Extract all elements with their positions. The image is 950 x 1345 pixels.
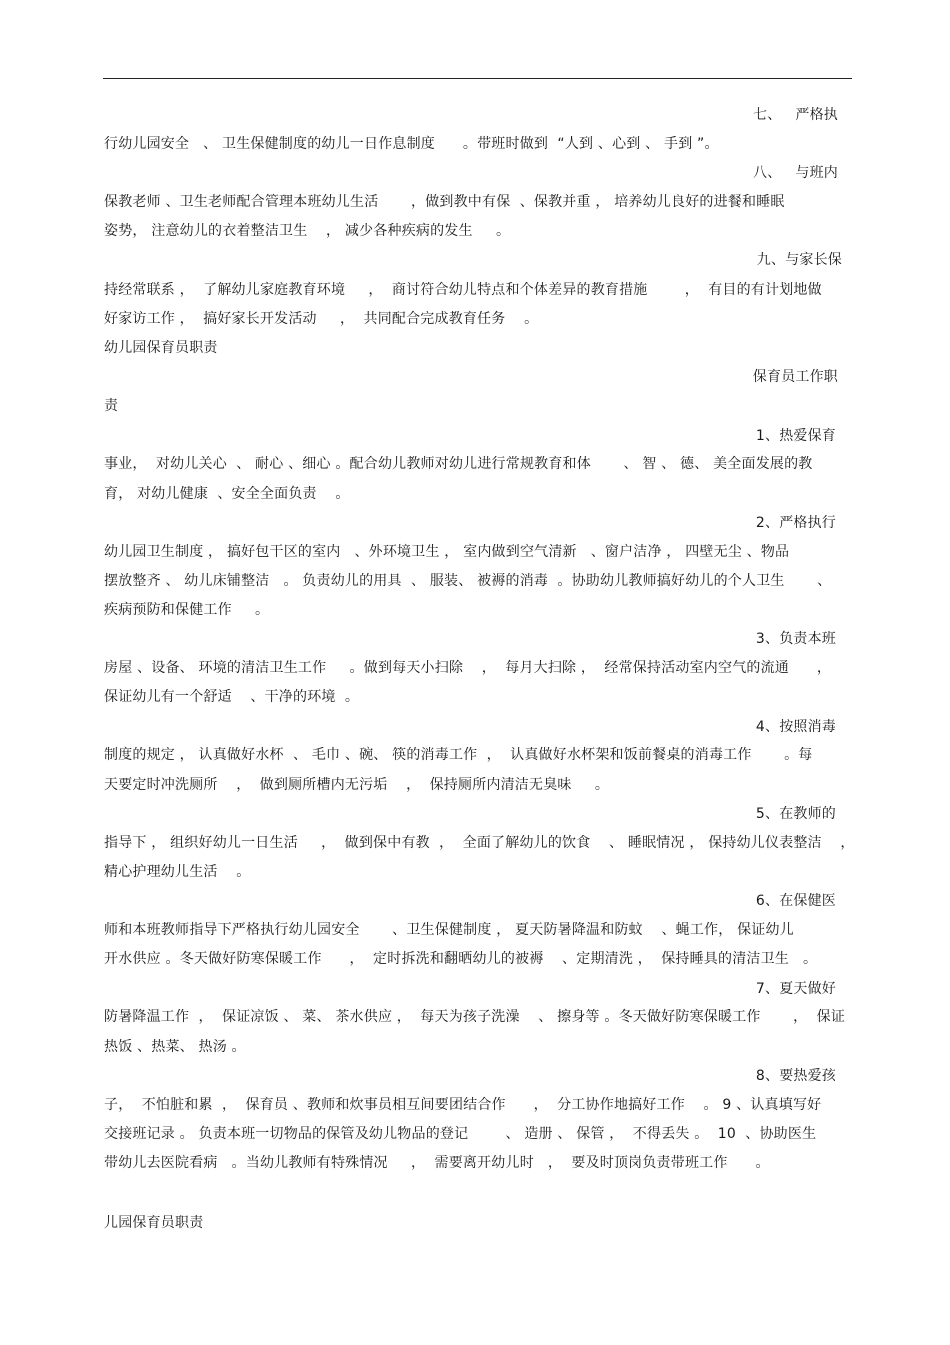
body-text-line: 制度的规定 ， 认真做好水杯 、 毛巾 、碗、 筷的消毒工作 ， 认真做好水杯架和饭前餐桌的消毒工作 。每	[104, 747, 813, 763]
body-text-line: 好家访工作 ， 搞好家长开发活动 ， 共同配合完成教育任务 。	[104, 311, 539, 327]
body-text-line: 行幼儿园安全 、 卫生保健制度的幼儿一日作息制度 。带班时做到 “人到 、心到 、 手到 ”。	[104, 136, 719, 152]
section-lead-line: 九、与家长保	[756, 252, 842, 268]
body-text-line: 子， 不怕脏和累 ， 保育员 、教师和炊事员相互间要团结合作 ， 分工协作地搞好工作 。 9 、认真填写好	[104, 1097, 822, 1113]
section-lead-line: 3、负责本班	[755, 631, 836, 647]
body-text-line: 保教老师 、卫生老师配合管理本班幼儿生活 ，做到教中有保 、保教并重 ， 培养幼儿良好的进餐和睡眠	[104, 194, 785, 210]
body-text-line: 责	[104, 398, 119, 414]
section-lead-line: 七、 严格执	[753, 107, 838, 123]
body-text-line: 天要定时冲洗厕所 ， 做到厕所槽内无污垢 ， 保持厕所内清洁无臭味 。	[104, 777, 610, 793]
body-text-line: 事业， 对幼儿关心 、 耐心 、细心 。配合幼儿教师对幼儿进行常规教育和体 、 智 、 德、 美全面发展的教	[104, 456, 813, 472]
body-text-line: 开水供应 。冬天做好防寒保暖工作 ， 定时拆洗和翻晒幼儿的被褥 、定期清洗 ， 保持睡具的清洁卫生 。	[104, 951, 818, 967]
body-text-line: 幼儿园卫生制度 ， 搞好包干区的室内 、外环境卫生 ， 室内做到空气清新 、窗户洁净 ， 四壁无尘 、物品	[104, 544, 790, 560]
body-text-line: 幼儿园保育员职责	[104, 340, 218, 356]
section-lead-line: 1、热爱保育	[755, 428, 836, 444]
body-text-line: 保证幼儿有一个舒适 、干净的环境 。	[104, 689, 360, 705]
section-lead-line: 7、夏天做好	[755, 981, 836, 997]
body-text-line: 交接班记录 。 负责本班一切物品的保管及幼儿物品的登记 、 造册 、 保管 ， 不得丢失 。 10 、协助医生	[104, 1126, 817, 1142]
body-text-line: 房屋 、设备、 环境的清洁卫生工作 。做到每天小扫除 ， 每月大扫除 ， 经常保持活动室内空气的流通 ，	[104, 660, 832, 676]
body-text-line: 防暑降温工作 ， 保证凉饭 、 菜、 茶水供应 ， 每天为孩子洗澡 、 擦身等 。冬天做好防寒保暖工作 ， 保证	[104, 1009, 846, 1025]
section-lead-line: 保育员工作职	[752, 369, 838, 385]
section-lead-line: 2、严格执行	[755, 515, 836, 531]
section-lead-line: 4、按照消毒	[755, 719, 836, 735]
section-lead-line: 8、要热爱孩	[755, 1068, 836, 1084]
body-text-line: 摆放整齐 、 幼儿床铺整洁 。 负责幼儿的用具 、 服装、 被褥的消毒 。协助幼儿教师搞好幼儿的个人卫生 、	[104, 573, 832, 589]
body-text-line: 持经常联系 ， 了解幼儿家庭教育环境 ， 商讨符合幼儿特点和个体差异的教育措施 ， 有目的有计划地做	[104, 282, 822, 298]
body-text-line: 带幼儿去医院看病 。当幼儿教师有特殊情况 ， 需要离开幼儿时 ， 要及时顶岗负责带班工作 。	[104, 1155, 770, 1171]
body-text-line: 姿势， 注意幼儿的衣着整洁卫生 ， 减少各种疾病的发生 。	[104, 223, 511, 239]
section-lead-line: 6、在保健医	[755, 893, 836, 909]
body-text-line: 指导下 ， 组织好幼儿一日生活 ， 做到保中有教 ， 全面了解幼儿的饮食 、 睡眠情况 ， 保持幼儿仪表整洁 ，	[104, 835, 855, 851]
body-text-line: 育， 对幼儿健康 、安全全面负责 。	[104, 486, 350, 502]
section-lead-line: 八、 与班内	[753, 165, 838, 181]
header-rule	[103, 78, 852, 79]
body-text-line: 热饭 、热菜、 热汤 。	[104, 1039, 246, 1055]
body-text-line: 师和本班教师指导下严格执行幼儿园安全 、卫生保健制度 ， 夏天防暑降温和防蚊 、蝇工作， 保证幼儿	[104, 922, 794, 938]
body-text-line: 疾病预防和保健工作 。	[104, 602, 270, 618]
body-text-line: 儿园保育员职责	[104, 1215, 204, 1231]
section-lead-line: 5、在教师的	[755, 806, 836, 822]
body-text-line: 精心护理幼儿生活 。	[104, 864, 251, 880]
